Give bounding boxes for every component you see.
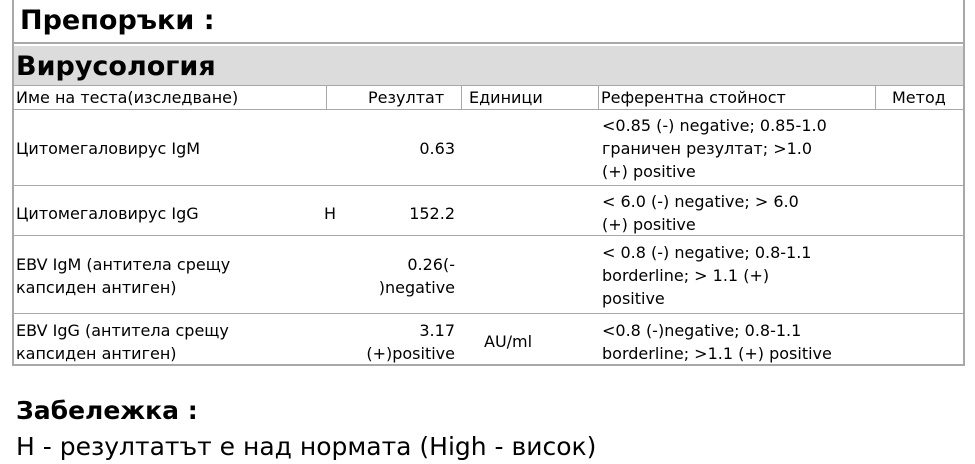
reference-value: < 0.8 (-) negative; 0.8-1.1: [602, 243, 812, 262]
header-divider: [875, 86, 876, 109]
flag-indicator: H: [324, 204, 337, 223]
section-title: Вирусология: [16, 51, 216, 82]
header-divider: [598, 86, 599, 109]
result-value: 0.26(-: [407, 255, 455, 274]
header-divider: [326, 86, 327, 109]
reference-value: < 6.0 (-) negative; > 6.0: [602, 192, 799, 211]
note-text: Н - резултатът е над нормата (High - висок): [16, 432, 597, 461]
header-units: Единици: [469, 88, 543, 107]
result-value: 0.63: [419, 139, 455, 158]
result-value: )negative: [378, 278, 455, 297]
result-value: (+)positive: [366, 344, 455, 363]
reference-value: граничен резултат; >1.0: [602, 139, 813, 158]
table-row: [14, 236, 963, 314]
header-divider: [461, 86, 462, 109]
test-name: Цитомегаловирус IgM: [16, 139, 201, 158]
header-result: Резултат: [368, 88, 445, 107]
header-method: Метод: [892, 88, 946, 107]
section-header: [14, 46, 963, 86]
table-row: [14, 186, 963, 236]
table-row: [14, 110, 963, 186]
recommendations-title: Препоръки :: [20, 5, 215, 36]
reference-value: (+) positive: [602, 162, 696, 181]
results-frame: [12, 0, 965, 366]
reference-value: borderline; >1.1 (+) positive: [602, 344, 832, 363]
table-row: [14, 314, 963, 366]
reference-value: <0.85 (-) negative; 0.85-1.0: [602, 116, 827, 135]
test-name: EBV IgM (антитела срещу: [16, 255, 231, 274]
reference-value: <0.8 (-)negative; 0.8-1.1: [602, 321, 802, 340]
recommendations-section: [14, 0, 963, 44]
test-name: EBV IgG (антитела срещу: [16, 321, 229, 340]
test-name: капсиден антиген): [16, 344, 177, 363]
units-value: AU/ml: [484, 332, 533, 351]
reference-value: positive: [602, 289, 665, 308]
header-reference: Референтна стойност: [601, 88, 786, 107]
test-name: Цитомегаловирус IgG: [16, 204, 199, 223]
reference-value: (+) positive: [602, 215, 696, 234]
note-title: Забележка :: [16, 396, 198, 425]
reference-value: borderline; > 1.1 (+): [602, 266, 770, 285]
header-test-name: Име на теста(изследване): [16, 88, 239, 107]
result-value: 3.17: [419, 321, 455, 340]
result-value: 152.2: [409, 204, 455, 223]
test-name: капсиден антиген): [16, 278, 177, 297]
table-header: [14, 86, 963, 110]
